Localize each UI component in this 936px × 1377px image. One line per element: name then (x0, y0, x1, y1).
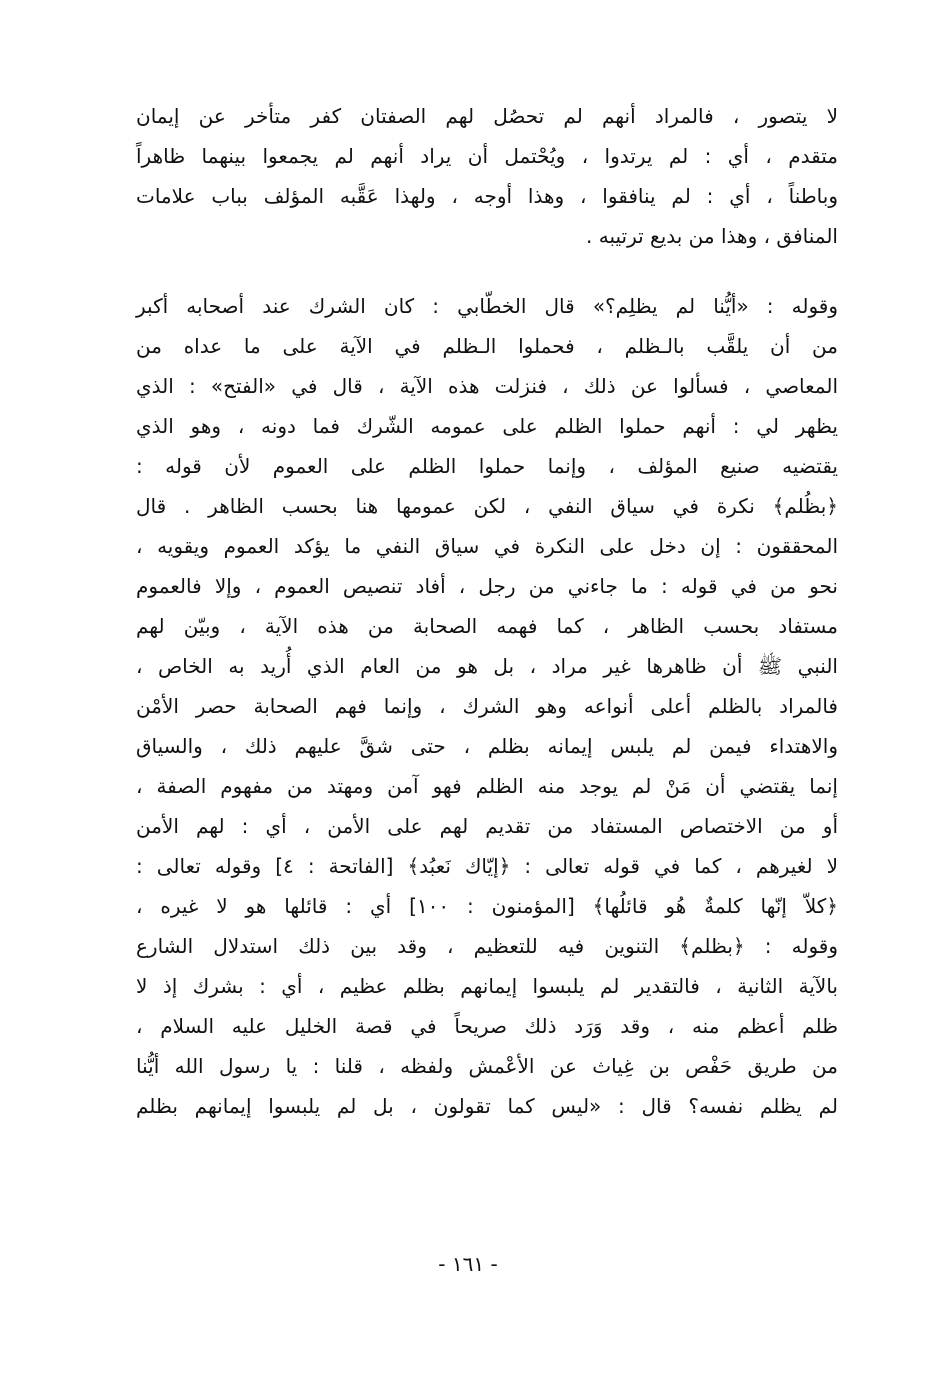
text-line: بالآية الثانية ، فالتقدير لم يلبسوا إيمانهم بظلم عظيم ، أي : بشرك إذ لا (136, 974, 838, 998)
text-line: أو من الاختصاص المستفاد من تقديم لهم على الأمن ، أي : لهم الأمن (136, 814, 838, 838)
text-line: نحو من في قوله : ما جاءني من رجل ، أفاد تنصيص العموم ، وإلا فالعموم (136, 574, 838, 598)
text-line: وقوله : ﴿بظلم﴾ التنوين فيه للتعظيم ، وقد بين ذلك استدلال الشارع (136, 934, 838, 958)
text-line: من أن يلقَّب بالـظلم ، فحملوا الـظلم في الآية على ما عداه من (136, 334, 838, 358)
text-line: لا يتصور ، فالمراد أنهم لم تحصُل لهم الصفتان كفر متأخر عن إيمان (136, 104, 838, 128)
text-line: لم يظلم نفسه؟ قال : «ليس كما تقولون ، بل لم يلبسوا إيمانهم بظلم (136, 1094, 838, 1118)
text-line: من طريق حَفْص بن غِياث عن الأعْمش ولفظه ، قلنا : يا رسول الله أيُّنا (136, 1054, 838, 1078)
text-line: مستفاد بحسب الظاهر ، كما فهمه الصحابة من هذه الآية ، وبيّن لهم (136, 614, 838, 638)
text-line: النبي ﷺ أن ظاهرها غير مراد ، بل هو من العام الذي أُريد به الخاص ، (136, 654, 838, 678)
text-line: متقدم ، أي : لم يرتدوا ، ويُحْتمل أن يراد أنهم لم يجمعوا بينهما ظاهراً (136, 144, 838, 168)
text-line: المحققون : إن دخل على النكرة في سياق النفي ما يؤكد العموم ويقويه ، (136, 534, 838, 558)
text-line: وباطناً ، أي : لم ينافقوا ، وهذا أوجه ، ولهذا عَقَّبه المؤلف بباب علامات (136, 184, 838, 208)
text-line: يظهر لي : أنهم حملوا الظلم على عمومه الشّرك فما دونه ، وهو الذي (136, 414, 838, 438)
text-line: والاهتداء فيمن لم يلبس إيمانه بظلم ، حتى شقَّ عليهم ذلك ، والسياق (136, 734, 838, 758)
text-line: ﴿كلاّ إنّها كلمةٌ هُو قائلُها﴾ [المؤمنون : ١٠٠] أي : قائلها هو لا غيره ، (136, 894, 838, 918)
text-line: المعاصي ، فسألوا عن ذلك ، فنزلت هذه الآية ، قال في «الفتح» : الذي (136, 374, 838, 398)
text-line: ﴿بظُلم﴾ نكرة في سياق النفي ، لكن عمومها هنا بحسب الظاهر . قال (136, 494, 838, 518)
page-number: - ١٦١ - (438, 1252, 498, 1276)
text-line: إنما يقتضي أن مَنْ لم يوجد منه الظلم فهو آمن ومهتد من مفهوم الصفة ، (136, 774, 838, 798)
text-line: المنافق ، وهذا من بديع ترتيبه . (586, 224, 838, 248)
paragraph-1 (136, 96, 838, 256)
text-line: لا لغيرهم ، كما في قوله تعالى : ﴿إيّاك نَعبُد﴾ [الفاتحة : ٤] وقوله تعالى : (136, 854, 838, 878)
text-line: وقوله : «أيُّنا لم يظلِم؟» قال الخطّابي : كان الشرك عند أصحابه أكبر (136, 294, 838, 318)
text-line: يقتضيه صنيع المؤلف ، وإنما حملوا الظلم على العموم لأن قوله : (136, 454, 838, 478)
text-line: ظلم أعظم منه ، وقد وَرَد ذلك صريحاً في قصة الخليل عليه السلام ، (136, 1014, 838, 1038)
paragraph-2 (136, 286, 838, 1126)
text-line: فالمراد بالظلم أعلى أنواعه وهو الشرك ، وإنما فهم الصحابة حصر الأمْن (136, 694, 838, 718)
